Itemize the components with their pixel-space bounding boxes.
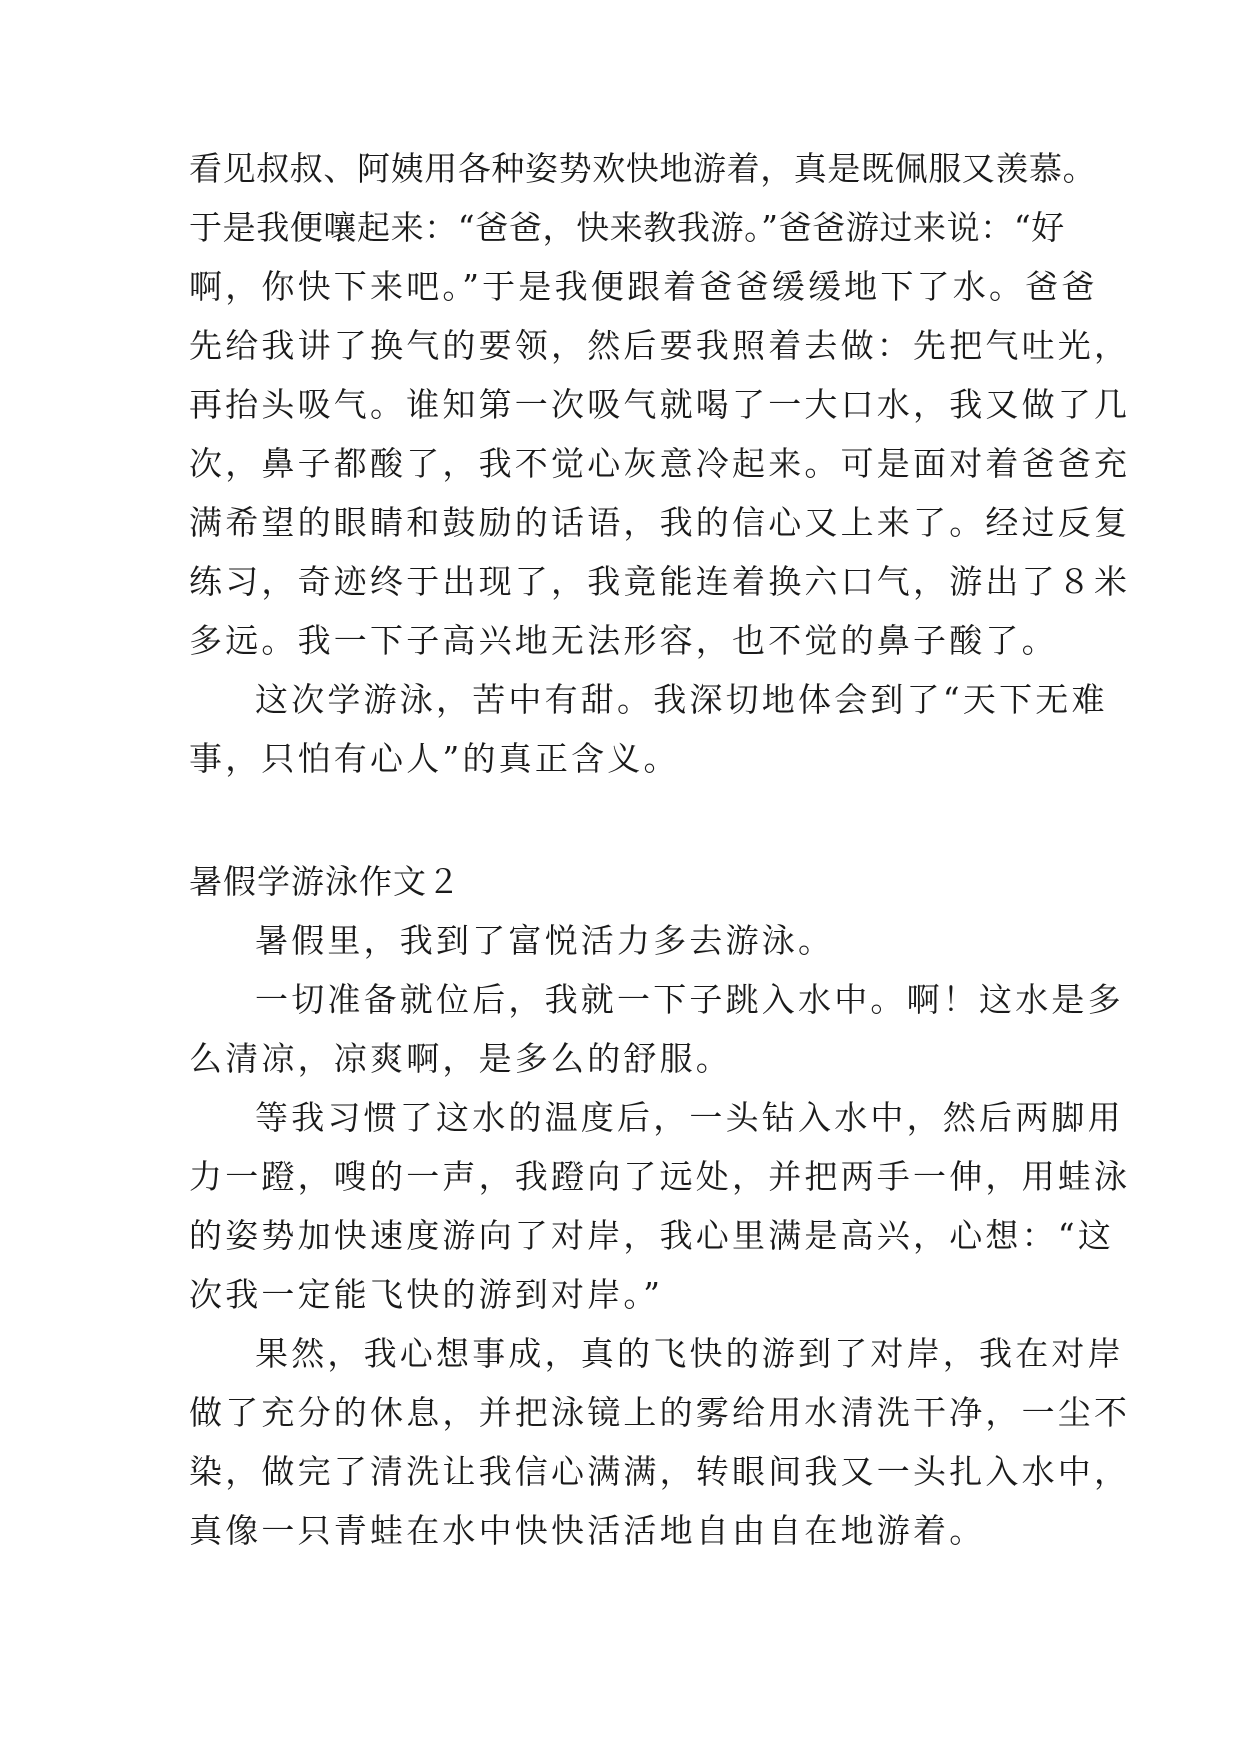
paragraph-line: 啊，你快下来吧。”于是我便跟着爸爸缓缓地下了水。爸爸 bbox=[189, 267, 1098, 306]
paragraph-line: 看见叔叔、阿姨用各种姿势欢快地游着，真是既佩服又羡慕。 bbox=[189, 149, 1097, 188]
paragraph-line: 事，只怕有心人”的真正含义。 bbox=[189, 739, 680, 778]
paragraph-line: 真像一只青蛙在水中快快活活地自由自在地游着。 bbox=[189, 1511, 986, 1550]
paragraph-line: 暑假里，我到了富悦活力多去游泳。 bbox=[255, 921, 835, 960]
paragraph-line: 满希望的眼睛和鼓励的话语，我的信心又上来了。经过反复 bbox=[189, 503, 1131, 542]
paragraph-line: 次我一定能飞快的游到对岸。” bbox=[189, 1275, 664, 1314]
paragraph-line: 的姿势加快速度游向了对岸，我心里满是高兴，心想：“这 bbox=[189, 1216, 1115, 1255]
paragraph-line: 么清凉，凉爽啊，是多么的舒服。 bbox=[189, 1039, 732, 1078]
paragraph-line: 等我习惯了这水的温度后，一头钻入水中，然后两脚用 bbox=[255, 1098, 1124, 1137]
paragraph-line: 于是我便嚷起来：“爸爸，快来教我游。”爸爸游过来说：“好 bbox=[189, 208, 1065, 247]
paragraph-line: 再抬头吸气。谁知第一次吸气就喝了一大口水，我又做了几 bbox=[189, 385, 1131, 424]
section-title: 暑假学游泳作文２ bbox=[189, 862, 461, 901]
paragraph-line: 多远。我一下子高兴地无法形容，也不觉的鼻子酸了。 bbox=[189, 621, 1058, 660]
paragraph-line: 染，做完了清洗让我信心满满，转眼间我又一头扎入水中， bbox=[189, 1452, 1131, 1491]
paragraph-line: 先给我讲了换气的要领，然后要我照着去做：先把气吐光， bbox=[189, 326, 1131, 365]
paragraph-line: 这次学游泳，苦中有甜。我深切地体会到了“天下无难 bbox=[255, 680, 1108, 719]
paragraph-line: 做了充分的休息，并把泳镜上的雾给用水清洗干净，一尘不 bbox=[189, 1393, 1131, 1432]
paragraph-line: 一切准备就位后，我就一下子跳入水中。啊！这水是多 bbox=[255, 980, 1124, 1019]
paragraph-line: 练习，奇迹终于出现了，我竟能连着换六口气，游出了８米 bbox=[189, 562, 1131, 601]
paragraph-line: 力一蹬，嗖的一声，我蹬向了远处，并把两手一伸，用蛙泳 bbox=[189, 1157, 1131, 1196]
paragraph-line: 果然，我心想事成，真的飞快的游到了对岸，我在对岸 bbox=[255, 1334, 1124, 1373]
paragraph-line: 次，鼻子都酸了，我不觉心灰意冷起来。可是面对着爸爸充 bbox=[189, 444, 1131, 483]
